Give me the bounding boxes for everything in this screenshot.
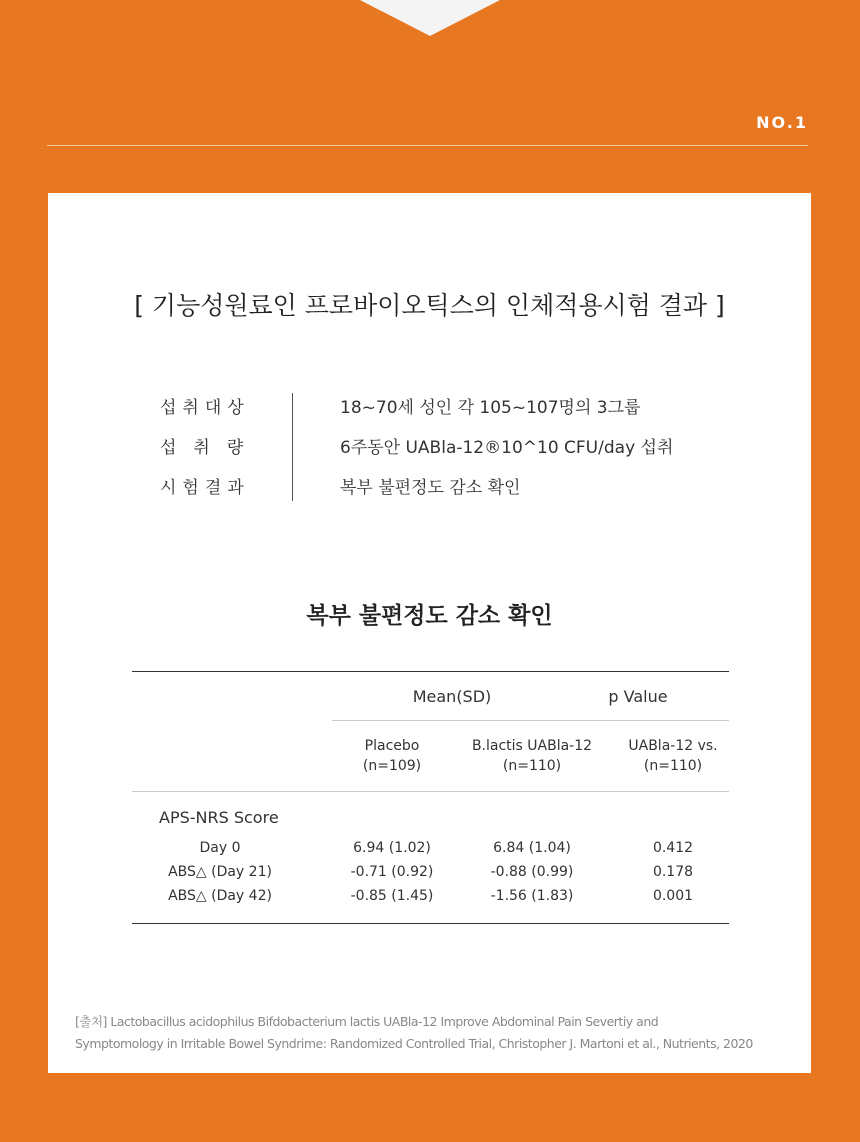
table-top-rule [132, 671, 729, 672]
row-label: Day 0 [199, 840, 241, 856]
table-cell: 0.412 [652, 840, 694, 856]
column-n: (n=109) [362, 758, 422, 774]
section-label: APS-NRS Score [159, 808, 279, 827]
column-header [618, 736, 728, 776]
table-cell: -0.71 (0.92) [350, 864, 434, 880]
table-cell: 0.178 [652, 864, 694, 880]
column-name: Placebo [364, 738, 420, 754]
info-label: 섭취량 [160, 438, 261, 458]
column-header [462, 736, 602, 776]
top-notch [360, 0, 500, 36]
number-badge: NO.1 [756, 113, 808, 132]
table-bottom-rule [132, 923, 729, 924]
table-cell: -0.85 (1.45) [350, 888, 434, 904]
source-line: Symptomology in Irritable Bowel Syndrime: Randomized Controlled Trial, Christopher J. Martoni et al., Nutrients, 2020 [75, 1036, 753, 1051]
row-label: ABS△ (Day 21) [168, 864, 272, 880]
column-n: (n=110) [502, 758, 562, 774]
info-value: 18~70세 성인 각 105~107명의 3그룹 [340, 398, 641, 418]
info-divider [292, 393, 293, 501]
content-card [48, 193, 811, 1073]
section-title: 복부 불편정도 감소 확인 [306, 603, 553, 629]
table-cell: 6.94 (1.02) [353, 840, 431, 856]
table-cell: 6.84 (1.04) [493, 840, 571, 856]
info-value: 6주동안 UABla-12®10^10 CFU/day 섭취 [340, 438, 674, 458]
divider [47, 145, 808, 146]
info-label: 섭취대상 [160, 398, 250, 418]
header-rule [332, 720, 729, 721]
table-cell: 0.001 [652, 888, 694, 904]
row-label: ABS△ (Day 42) [168, 888, 272, 904]
column-name: B.lactis UABla-12 [471, 738, 593, 754]
header-bottom-rule [132, 791, 729, 792]
info-value: 복부 불편정도 감소 확인 [340, 478, 521, 498]
table-cell: -1.56 (1.83) [490, 888, 574, 904]
source-line: [출처] Lactobacillus acidophilus Bifdobacterium lactis UABla-12 Improve Abdominal Pain Severtiy and [75, 1014, 659, 1029]
page-title: [ 기능성원료인 프로바이오틱스의 인체적용시험 결과 ] [134, 291, 725, 320]
table-cell: -0.88 (0.99) [490, 864, 574, 880]
column-header [332, 736, 452, 776]
group-header: p Value [608, 687, 668, 706]
column-n: (n=110) [643, 758, 703, 774]
source-citation [75, 1011, 753, 1055]
info-label: 시험결과 [160, 478, 250, 498]
group-header: Mean(SD) [412, 687, 492, 706]
column-name: UABla-12 vs. [628, 738, 718, 754]
